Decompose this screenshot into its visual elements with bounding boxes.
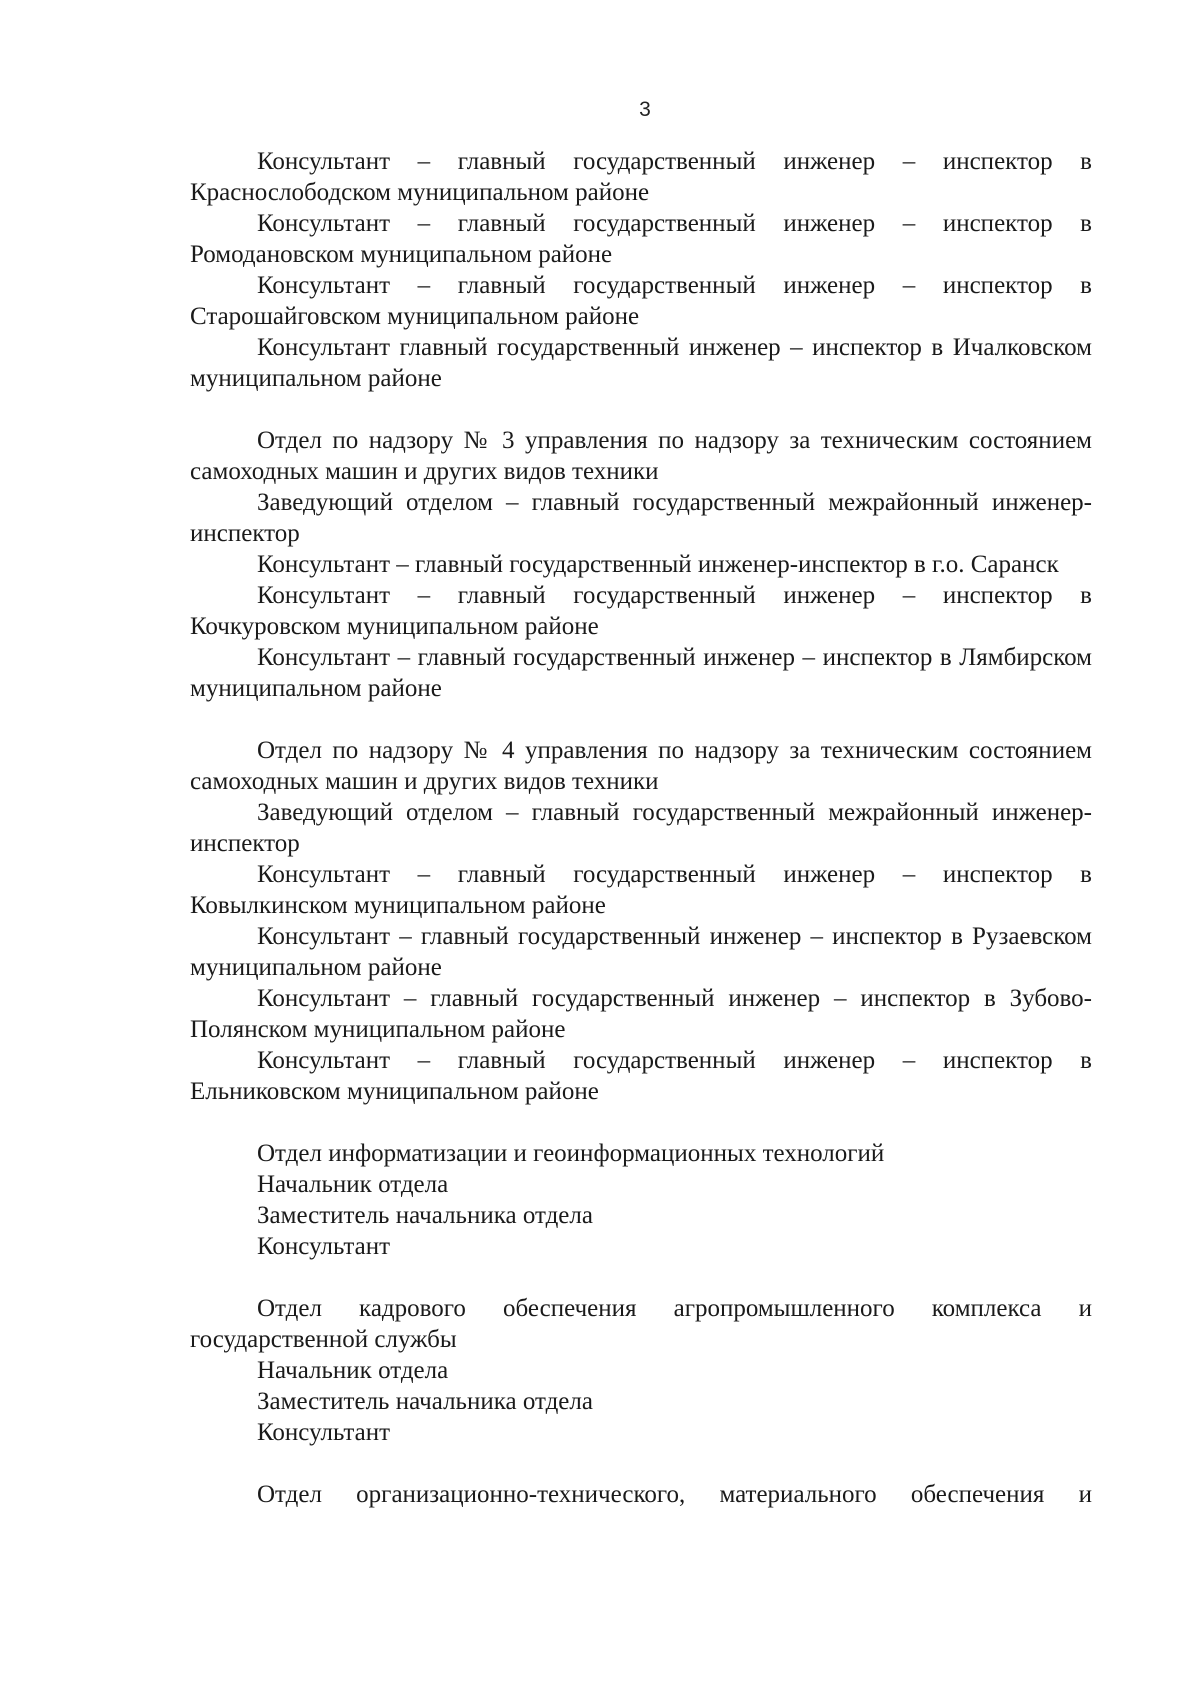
section-department-3 xyxy=(190,425,1092,704)
paragraph: Заведующий отделом – главный государственный межрайонный инженер-инспектор xyxy=(190,799,1092,857)
section-inspectors-list xyxy=(190,146,1092,394)
section-department-4 xyxy=(190,735,1092,1107)
paragraph: Заместитель начальника отдела xyxy=(257,1388,593,1415)
paragraph: Заведующий отделом – главный государственный межрайонный инженер-инспектор xyxy=(190,489,1092,547)
paragraph: Консультант xyxy=(257,1233,391,1260)
paragraph: Консультант – главный государственный инженер – инспектор в Ельниковском муниципальном районе xyxy=(190,1047,1092,1105)
paragraph: Консультант – главный государственный инженер – инспектор в Ромодановском муниципальном районе xyxy=(190,210,1092,268)
paragraph: Начальник отдела xyxy=(257,1357,449,1384)
section-gap xyxy=(190,1262,1092,1293)
section-gap xyxy=(190,394,1092,425)
paragraph: Заместитель начальника отдела xyxy=(257,1202,593,1229)
page-number: 3 xyxy=(639,98,651,121)
paragraph: Консультант – главный государственный инженер – инспектор в Рузаевском муниципальном районе xyxy=(190,923,1092,981)
section-personnel xyxy=(190,1293,1092,1448)
paragraph: Консультант – главный государственный инженер – инспектор в Старошайговском муниципальном районе xyxy=(190,272,1092,330)
paragraph: Консультант – главный государственный инженер – инспектор в Лямбирском муниципальном районе xyxy=(190,644,1092,702)
paragraph: Консультант – главный государственный инженер – инспектор в Краснослободском муниципальном районе xyxy=(190,148,1092,206)
section-heading: Отдел по надзору № 3 управления по надзору за техническим состоянием самоходных машин и других видов техники xyxy=(190,427,1092,485)
section-organizational xyxy=(190,1479,1092,1510)
paragraph: Консультант xyxy=(257,1419,391,1446)
section-gap xyxy=(190,704,1092,735)
paragraph: Консультант – главный государственный инженер – инспектор в Кочкуровском муниципальном районе xyxy=(190,582,1092,640)
section-gap xyxy=(190,1107,1092,1138)
paragraph: Консультант – главный государственный инженер – инспектор в Зубово-Полянском муниципальном районе xyxy=(190,985,1092,1043)
paragraph: Консультант – главный государственный инженер – инспектор в Ковылкинском муниципальном районе xyxy=(190,861,1092,919)
paragraph: Начальник отдела xyxy=(257,1171,449,1198)
section-heading: Отдел по надзору № 4 управления по надзору за техническим состоянием самоходных машин и других видов техники xyxy=(190,737,1092,795)
paragraph: Консультант – главный государственный инженер-инспектор в г.о. Саранск xyxy=(257,551,1059,578)
section-heading: Отдел кадрового обеспечения агропромышленного комплекса и государственной службы xyxy=(190,1295,1092,1353)
section-gap xyxy=(190,1448,1092,1479)
document-body xyxy=(190,146,1092,1510)
section-heading: Отдел организационно-технического, материального обеспечения и xyxy=(257,1481,1092,1508)
section-informatization xyxy=(190,1138,1092,1262)
section-heading: Отдел информатизации и геоинформационных технологий xyxy=(257,1140,885,1167)
paragraph: Консультант главный государственный инженер – инспектор в Ичалковском муниципальном районе xyxy=(190,334,1092,392)
